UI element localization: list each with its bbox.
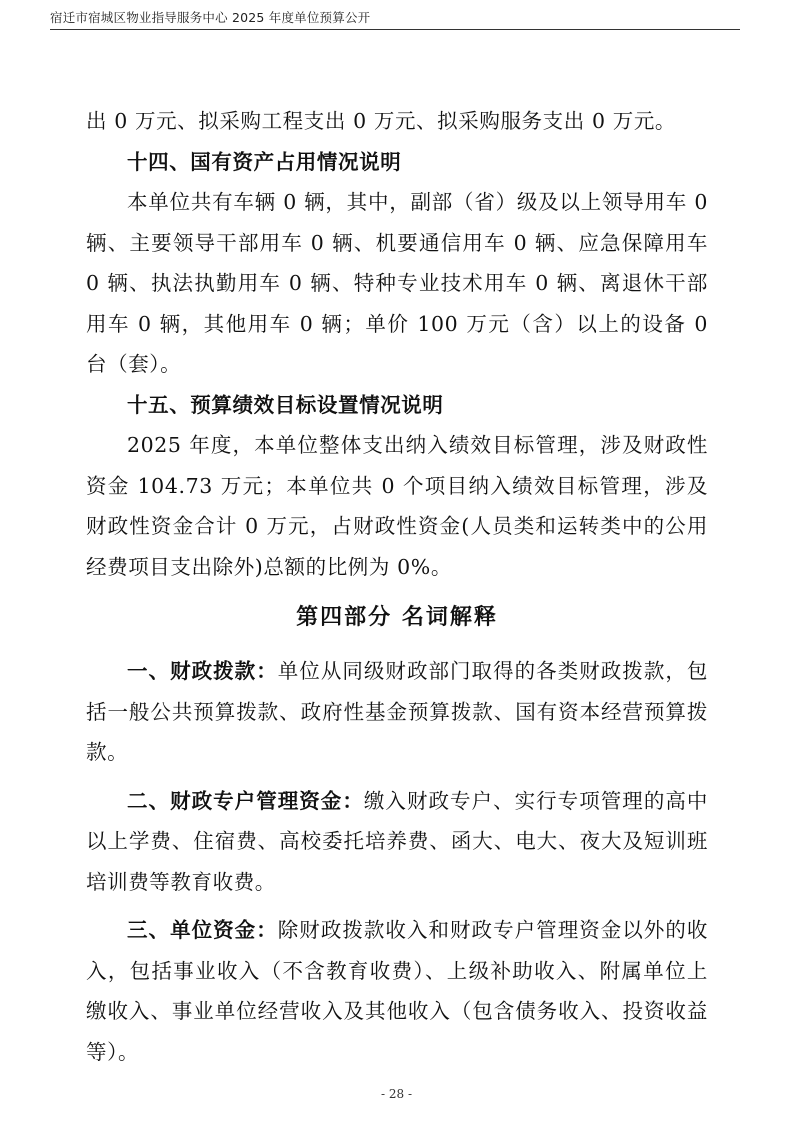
part-title: 第四部分 名词解释	[296, 604, 498, 630]
term-label: 二、财政专户管理资金：	[127, 788, 364, 813]
page-header: 宿迁市宿城区物业指导服务中心 2025 年度单位预算公开	[50, 10, 371, 25]
term-label: 一、财政拨款：	[127, 659, 278, 683]
term-text: 缴入财政专户、实行专项管理的高中以上学费、住宿费、高校委托培养费、函大、电大、夜大及短训班培训费等教育收费。	[86, 788, 708, 894]
section-heading-15: 十五、预算绩效目标设置情况说明	[127, 392, 444, 417]
page-number: - 28 -	[380, 1087, 412, 1101]
term-text: 单位从同级财政部门取得的各类财政拨款，包括一般公共预算拨款、政府性基金预算拨款、国有资本经营预算拨款。	[86, 659, 709, 764]
section-heading-14: 十四、国有资产占用情况说明	[127, 149, 402, 174]
paragraph-assets: 本单位共有车辆 0 辆，其中，副部（省）级及以上领导用车 0 辆、主要领导干部用车 0 辆、机要通信用车 0 辆、应急保障用车 0 辆、执法执勤用车 0 辆、特种专业技术用车 0 辆、离退休干部用车 0 辆，其他用车 0 辆；单价 100 万元（含）以上的设备 0 台（套）。	[86, 190, 708, 376]
paragraph-performance: 2025 年度，本单位整体支出纳入绩效目标管理，涉及财政性资金 104.73 万元；本单位共 0 个项目纳入绩效目标管理，涉及财政性资金合计 0 万元，占财政性资金(人员类和运转类中的公用经费项目支出除外)总额的比例为 0%。	[86, 433, 708, 579]
paragraph-continuation: 出 0 万元、拟采购工程支出 0 万元、拟采购服务支出 0 万元。	[86, 109, 677, 133]
header-divider	[50, 29, 740, 30]
term-definition	[86, 651, 708, 773]
term-label: 三、单位资金：	[127, 918, 278, 942]
term-definition	[86, 910, 708, 1072]
term-text: 除财政拨款收入和财政专户管理资金以外的收入，包括事业收入（不含教育收费）、上级补助收入、附属单位上缴收入、事业单位经营收入及其他收入（包含债务收入、投资收益等）。	[86, 918, 709, 1064]
document-body	[86, 101, 708, 1072]
term-definition	[86, 781, 708, 903]
